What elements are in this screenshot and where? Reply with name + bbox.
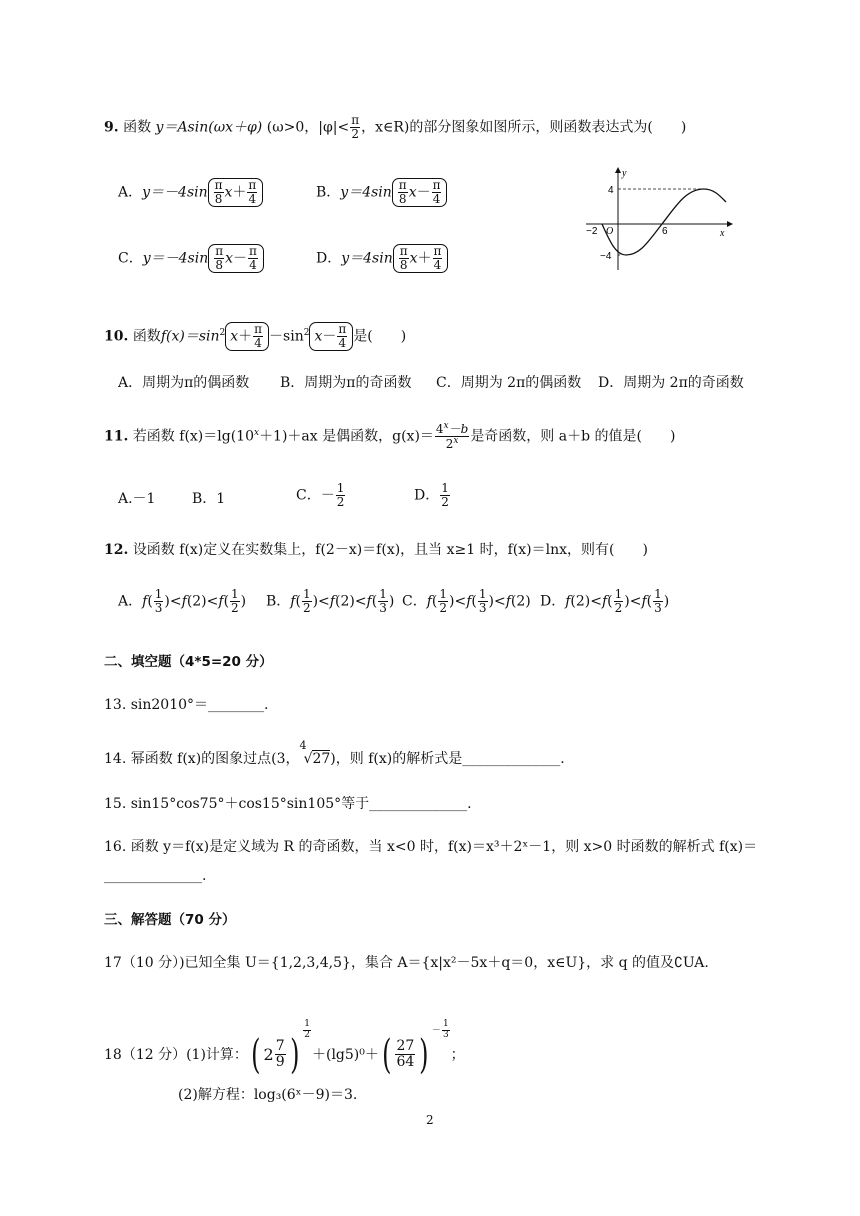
q12-option-b[interactable]: B．f( $\frac{1}{2}$ )<f(2)<f( $\frac{1}{3}$ ) <box>266 587 395 616</box>
q11-option-c[interactable]: C．－ $\frac{1}{2}$ <box>296 481 345 510</box>
q18-part2: (2)解方程：log₃(6ˣ－9)＝3. <box>178 1087 358 1103</box>
graph-x-label: x <box>720 228 725 239</box>
q11-option-b[interactable]: B．1 <box>192 491 226 507</box>
q12-stem: 12. 设函数 f(x)定义在实数集上，f(2－x)＝f(x)，且当 x≥1 时，f(x)＝lnx，则有( ) <box>104 542 648 558</box>
q9-option-d[interactable]: D．y＝4sin $\frac{\pi}{8}$ x＋ $\frac{\pi}{4}$ <box>316 244 448 273</box>
q16-line2: ______________. <box>104 868 207 884</box>
q9-option-c[interactable]: C．y＝－4sin $\frac{\pi}{8}$ x－ $\frac{\pi}{4}$ <box>118 244 264 273</box>
q11-stem: 11. 若函数 $f(x)=\lg(10^x+1)+ax$ 是偶函数，g(x)＝ $\frac{4^x-b}{2^x}$ 是奇函数，则 a＋b 的值是( ) <box>104 421 676 452</box>
q9-number: 9. <box>104 119 119 136</box>
q9-pi-over-2: $\frac{\pi}{2}$ <box>351 113 360 142</box>
graph-tick-neg2: −2 <box>586 226 598 237</box>
section-answer: 三、解答题（70 分） <box>104 912 236 928</box>
q11-option-d[interactable]: D． $\frac{1}{2}$ <box>414 481 449 510</box>
q9-option-b[interactable]: B．y＝4sin $\frac{\pi}{8}$ x－ $\frac{\pi}{4}$ <box>316 178 447 207</box>
q11-option-a[interactable]: A.－1 <box>118 491 156 507</box>
q9-func: y＝Asin(ωx＋φ) <box>155 119 263 136</box>
q11-fraction: $\frac{4^x-b}{2^x}$ <box>435 421 469 452</box>
q10-stem: 10. 函数$f(x)=\sin^2$ x＋ $\frac{\pi}{4}$ $-\sin^2$ x－ $\frac{\pi}{4}$ 是( ) <box>104 322 407 351</box>
page-number: 2 <box>426 1113 434 1127</box>
q12-option-d[interactable]: D．f(2)<f( $\frac{1}{2}$ )<f( $\frac{1}{3}$ ) <box>540 587 670 616</box>
q13: 13. sin2010°＝________. <box>104 697 269 713</box>
q9-cond2: ，x∈R)的部分图象如图所示，则函数表达式为( ) <box>361 119 687 136</box>
q10-option-b[interactable]: B．周期为π的奇函数 <box>280 375 412 391</box>
q14: 14. 幂函数 f(x)的图象过点(3， 4 √27)，则 f(x)的解析式是______________. <box>104 739 565 767</box>
graph-tick-6: 6 <box>662 226 668 237</box>
q12-option-a[interactable]: A．f( $\frac{1}{3}$ )<f(2)<f( $\frac{1}{2}$ ) <box>118 587 247 616</box>
q10-option-d[interactable]: D．周期为 2π的奇函数 <box>598 375 744 391</box>
graph-origin: O <box>606 226 614 237</box>
q15: 15. sin15°cos75°＋cos15°sin105°等于______________. <box>104 796 472 812</box>
graph-tick-neg4: −4 <box>600 251 612 262</box>
graph-tick-4: 4 <box>608 185 614 196</box>
q9-stem-pre: 函数 <box>123 119 152 136</box>
graph-y-label: y <box>622 168 627 179</box>
q9-graph <box>582 162 742 274</box>
q9-cond: (ω>0，|φ|< <box>266 119 350 136</box>
q9-stem <box>104 114 686 141</box>
q10-option-a[interactable]: A．周期为π的偶函数 <box>118 375 250 391</box>
q18-part1: 18（12 分）(1)计算：( 2 $\frac{7}{9}$ ) $\frac{1}{2}$ ＋(lg5)⁰＋( $\frac{27}{64}$ )－ $\frac{1}{3}$ ； <box>104 1019 465 1078</box>
section-fill-in: 二、填空题（4*5=20 分） <box>104 654 273 670</box>
q16-line1: 16. 函数 y＝f(x)是定义域为 R 的奇函数，当 x<0 时，f(x)＝x³＋2ˣ－1，则 x>0 时函数的解析式 f(x)＝ <box>104 839 758 855</box>
q9-option-a[interactable]: A．y＝－4sin $\frac{\pi}{8}$ x＋ $\frac{\pi}{4}$ <box>118 178 263 207</box>
q12-option-c[interactable]: C．f( $\frac{1}{2}$ )<f( $\frac{1}{3}$ )<f(2) <box>402 587 531 616</box>
q10-option-c[interactable]: C．周期为 2π的偶函数 <box>436 375 582 391</box>
q17: 17（10 分）)已知全集 U＝{1,2,3,4,5}，集合 A＝{x|x²－5x＋q＝0，x∈U}，求 q 的值及∁UA. <box>104 955 709 971</box>
sine-curve <box>602 189 726 255</box>
